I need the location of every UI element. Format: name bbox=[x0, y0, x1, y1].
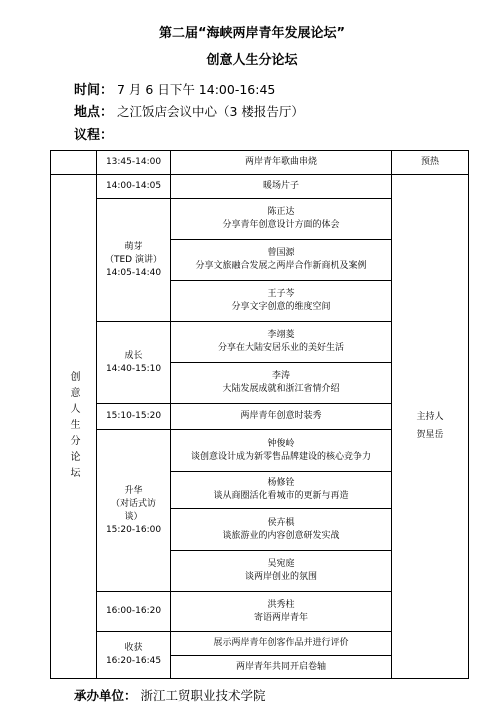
item-cell: 展示两岸青年创客作品并进行评价 bbox=[171, 632, 392, 656]
session-name: 成长 bbox=[124, 350, 143, 361]
item-cell: 暖场片子 bbox=[171, 175, 392, 199]
talk-topic: 分享在大陆安居乐业的美好生活 bbox=[217, 343, 344, 353]
talk-item bbox=[171, 550, 391, 591]
talk-item bbox=[171, 199, 391, 239]
session-time: 14:05-14:40 bbox=[105, 267, 162, 278]
talk-item bbox=[171, 430, 391, 471]
session-name: 萌芽 bbox=[124, 241, 143, 252]
category-cell bbox=[51, 175, 97, 679]
session-harvest bbox=[97, 632, 171, 679]
talks-cell bbox=[171, 199, 392, 322]
talk-topic: 谈从商圈活化看城市的更新与再造 bbox=[213, 491, 349, 501]
session-time: 14:40-15:10 bbox=[105, 363, 162, 374]
talk-item bbox=[171, 471, 391, 508]
session-name: 收获 bbox=[124, 643, 143, 653]
session-germinate bbox=[97, 199, 171, 322]
time-cell: 16:00-16:20 bbox=[97, 592, 171, 632]
speaker-name: 王子芩 bbox=[267, 289, 295, 299]
speaker-name: 侯卉椇 bbox=[267, 517, 295, 528]
talk-topic: 分享文字创意的维度空间 bbox=[231, 302, 331, 312]
speaker-name: 钟俊岭 bbox=[267, 438, 295, 449]
agenda-label: 议程： bbox=[74, 128, 114, 143]
session-time: 16:20-16:45 bbox=[105, 656, 162, 666]
agenda-heading bbox=[74, 124, 113, 143]
talk-item bbox=[171, 362, 391, 403]
time-value: 7 月 6 日下午 14:00-16:45 bbox=[117, 82, 276, 97]
note-cell: 预热 bbox=[392, 151, 469, 175]
talk-item bbox=[171, 322, 391, 362]
talk-topic: 分享文旅融合发展之两岸合作新商机及案例 bbox=[195, 261, 367, 271]
time-label: 时间： bbox=[74, 83, 114, 98]
talk-topic: 分享青年创意设计方面的体会 bbox=[222, 220, 340, 230]
host-cell bbox=[392, 175, 469, 679]
talk-item bbox=[171, 239, 391, 280]
item-cell: 两岸青年创意时装秀 bbox=[171, 404, 392, 430]
time-cell: 15:10-15:20 bbox=[97, 404, 171, 430]
talk-topic: 大陆发展成就和浙江省情介绍 bbox=[222, 384, 340, 394]
session-name: 升华 bbox=[124, 485, 143, 496]
talk-topic: 谈创意设计成为新零售品牌建设的核心竞争力 bbox=[190, 451, 371, 462]
session-type-line2: 谈） bbox=[124, 511, 143, 522]
talk-item bbox=[171, 508, 391, 550]
organizer-value: 浙江工贸职业技术学院 bbox=[140, 688, 266, 703]
talk-topic: 寄语两岸青年 bbox=[253, 612, 308, 623]
speaker-name: 吴宛庭 bbox=[267, 559, 295, 569]
talk-topic: 谈两岸创业的氛围 bbox=[244, 572, 317, 582]
page-subtitle: 创意人生分论坛 bbox=[206, 53, 298, 68]
table-row bbox=[51, 151, 469, 175]
place-label: 地点： bbox=[74, 105, 114, 120]
page-title: 第二届“海峡两岸青年发展论坛” bbox=[158, 26, 346, 41]
organizer-line bbox=[74, 686, 266, 704]
host-name: 贺星岳 bbox=[416, 430, 444, 440]
talk-topic: 谈旅游业的内容创意研发实战 bbox=[222, 530, 340, 541]
speaker-name: 杨修铨 bbox=[267, 478, 295, 488]
item-cell: 两岸青年歌曲串烧 bbox=[171, 151, 392, 175]
table-row bbox=[51, 175, 469, 199]
host-label: 主持人 bbox=[416, 412, 444, 422]
speaker-name: 陈正达 bbox=[267, 207, 295, 217]
speaker-name: 李翊菱 bbox=[267, 330, 295, 340]
speaker-name: 洪秀柱 bbox=[267, 599, 295, 610]
place-line bbox=[74, 101, 304, 120]
empty-cell bbox=[51, 151, 97, 175]
category-label: 创意人生分论坛 bbox=[68, 370, 79, 483]
session-sublimate bbox=[97, 430, 171, 592]
session-growth bbox=[97, 322, 171, 404]
talk-item bbox=[171, 592, 392, 632]
talk-item bbox=[171, 280, 391, 321]
speaker-name: 李涛 bbox=[271, 371, 290, 381]
time-cell: 13:45-14:00 bbox=[97, 151, 171, 175]
organizer-label: 承办单位： bbox=[74, 688, 137, 703]
session-type-line1: （对话式访 bbox=[110, 498, 156, 509]
place-value: 之江饭店会议中心（3 楼报告厅） bbox=[117, 104, 304, 119]
speaker-name: 曾国源 bbox=[267, 248, 295, 258]
time-cell: 14:00-14:05 bbox=[97, 175, 171, 199]
session-type: （TED 演讲） bbox=[105, 254, 162, 265]
talks-cell bbox=[171, 322, 392, 404]
session-time: 15:20-16:00 bbox=[105, 524, 162, 535]
time-line bbox=[74, 79, 275, 98]
agenda-table bbox=[50, 150, 469, 679]
item-cell: 两岸青年共同开启卷轴 bbox=[171, 656, 392, 679]
talks-cell bbox=[171, 430, 392, 592]
